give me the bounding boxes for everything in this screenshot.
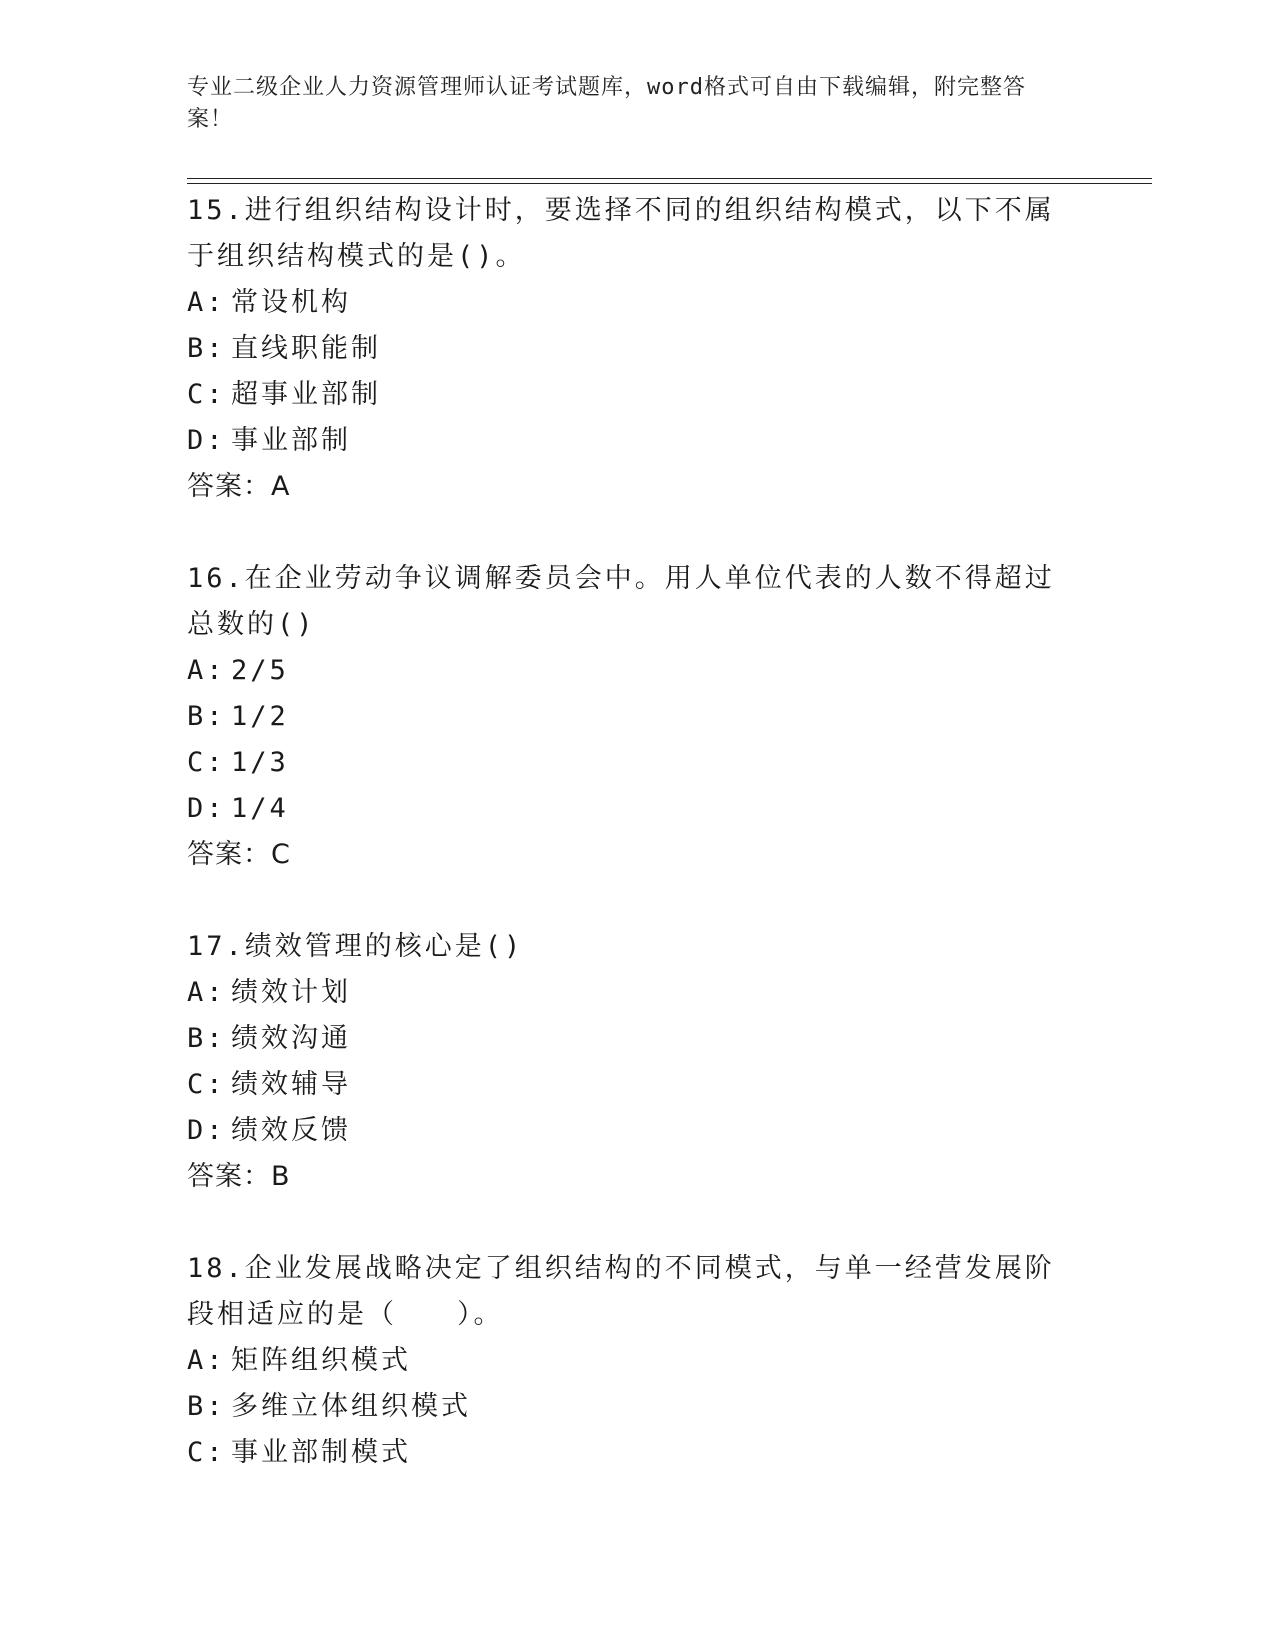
question-15 <box>187 188 1067 510</box>
option-text: 事业部制 <box>231 425 351 456</box>
option-key: B: <box>187 1391 226 1422</box>
option-c <box>187 740 1067 786</box>
option-key: A: <box>187 1345 226 1376</box>
option-text: 常设机构 <box>231 287 351 318</box>
question-stem: 15.进行组织结构设计时，要选择不同的组织结构模式，以下不属于组织结构模式的是()。 <box>187 195 1055 272</box>
option-text: 事业部制模式 <box>231 1437 411 1468</box>
option-key: D: <box>187 425 226 456</box>
option-c <box>187 1430 1067 1476</box>
option-text: 1/4 <box>231 793 289 824</box>
option-a <box>187 648 1067 694</box>
question-list <box>187 188 1067 1476</box>
answer-line: 答案：B <box>187 1161 291 1192</box>
option-d <box>187 1108 1067 1154</box>
answer-line: 答案：A <box>187 471 291 502</box>
answer-line: 答案：C <box>187 839 291 870</box>
option-text: 绩效计划 <box>231 977 351 1008</box>
option-text: 2/5 <box>231 655 289 686</box>
option-text: 1/2 <box>231 701 289 732</box>
option-text: 绩效反馈 <box>231 1115 351 1146</box>
option-key: C: <box>187 379 226 410</box>
option-b <box>187 1384 1067 1430</box>
spacer <box>187 510 1067 556</box>
option-key: B: <box>187 1023 226 1054</box>
question-stem: 17.绩效管理的核心是() <box>187 931 524 962</box>
option-text: 矩阵组织模式 <box>231 1345 411 1376</box>
option-key: B: <box>187 701 226 732</box>
option-d <box>187 786 1067 832</box>
question-16 <box>187 556 1067 878</box>
option-b <box>187 694 1067 740</box>
option-b <box>187 1016 1067 1062</box>
option-key: A: <box>187 287 226 318</box>
option-key: A: <box>187 655 226 686</box>
option-key: C: <box>187 1069 226 1100</box>
spacer <box>187 878 1067 924</box>
option-text: 多维立体组织模式 <box>231 1391 471 1422</box>
option-key: B: <box>187 333 226 364</box>
spacer <box>187 1200 1067 1246</box>
question-stem: 18.企业发展战略决定了组织结构的不同模式，与单一经营发展阶段相适应的是（ ）。 <box>187 1253 1055 1330</box>
option-text: 超事业部制 <box>231 379 381 410</box>
option-c <box>187 372 1067 418</box>
option-b <box>187 326 1067 372</box>
option-c <box>187 1062 1067 1108</box>
option-text: 绩效辅导 <box>231 1069 351 1100</box>
question-18 <box>187 1246 1067 1476</box>
option-d <box>187 418 1067 464</box>
option-key: A: <box>187 977 226 1008</box>
option-a <box>187 280 1067 326</box>
option-text: 直线职能制 <box>231 333 381 364</box>
header-divider <box>187 178 1152 184</box>
question-stem: 16.在企业劳动争议调解委员会中。用人单位代表的人数不得超过总数的() <box>187 563 1055 640</box>
question-17 <box>187 924 1067 1200</box>
option-key: C: <box>187 1437 226 1468</box>
option-key: D: <box>187 793 226 824</box>
option-text: 1/3 <box>231 747 289 778</box>
option-a <box>187 1338 1067 1384</box>
document-header: 专业二级企业人力资源管理师认证考试题库，word格式可自由下载编辑，附完整答案！ <box>187 75 1026 132</box>
option-a <box>187 970 1067 1016</box>
option-key: C: <box>187 747 226 778</box>
option-text: 绩效沟通 <box>231 1023 351 1054</box>
option-key: D: <box>187 1115 226 1146</box>
